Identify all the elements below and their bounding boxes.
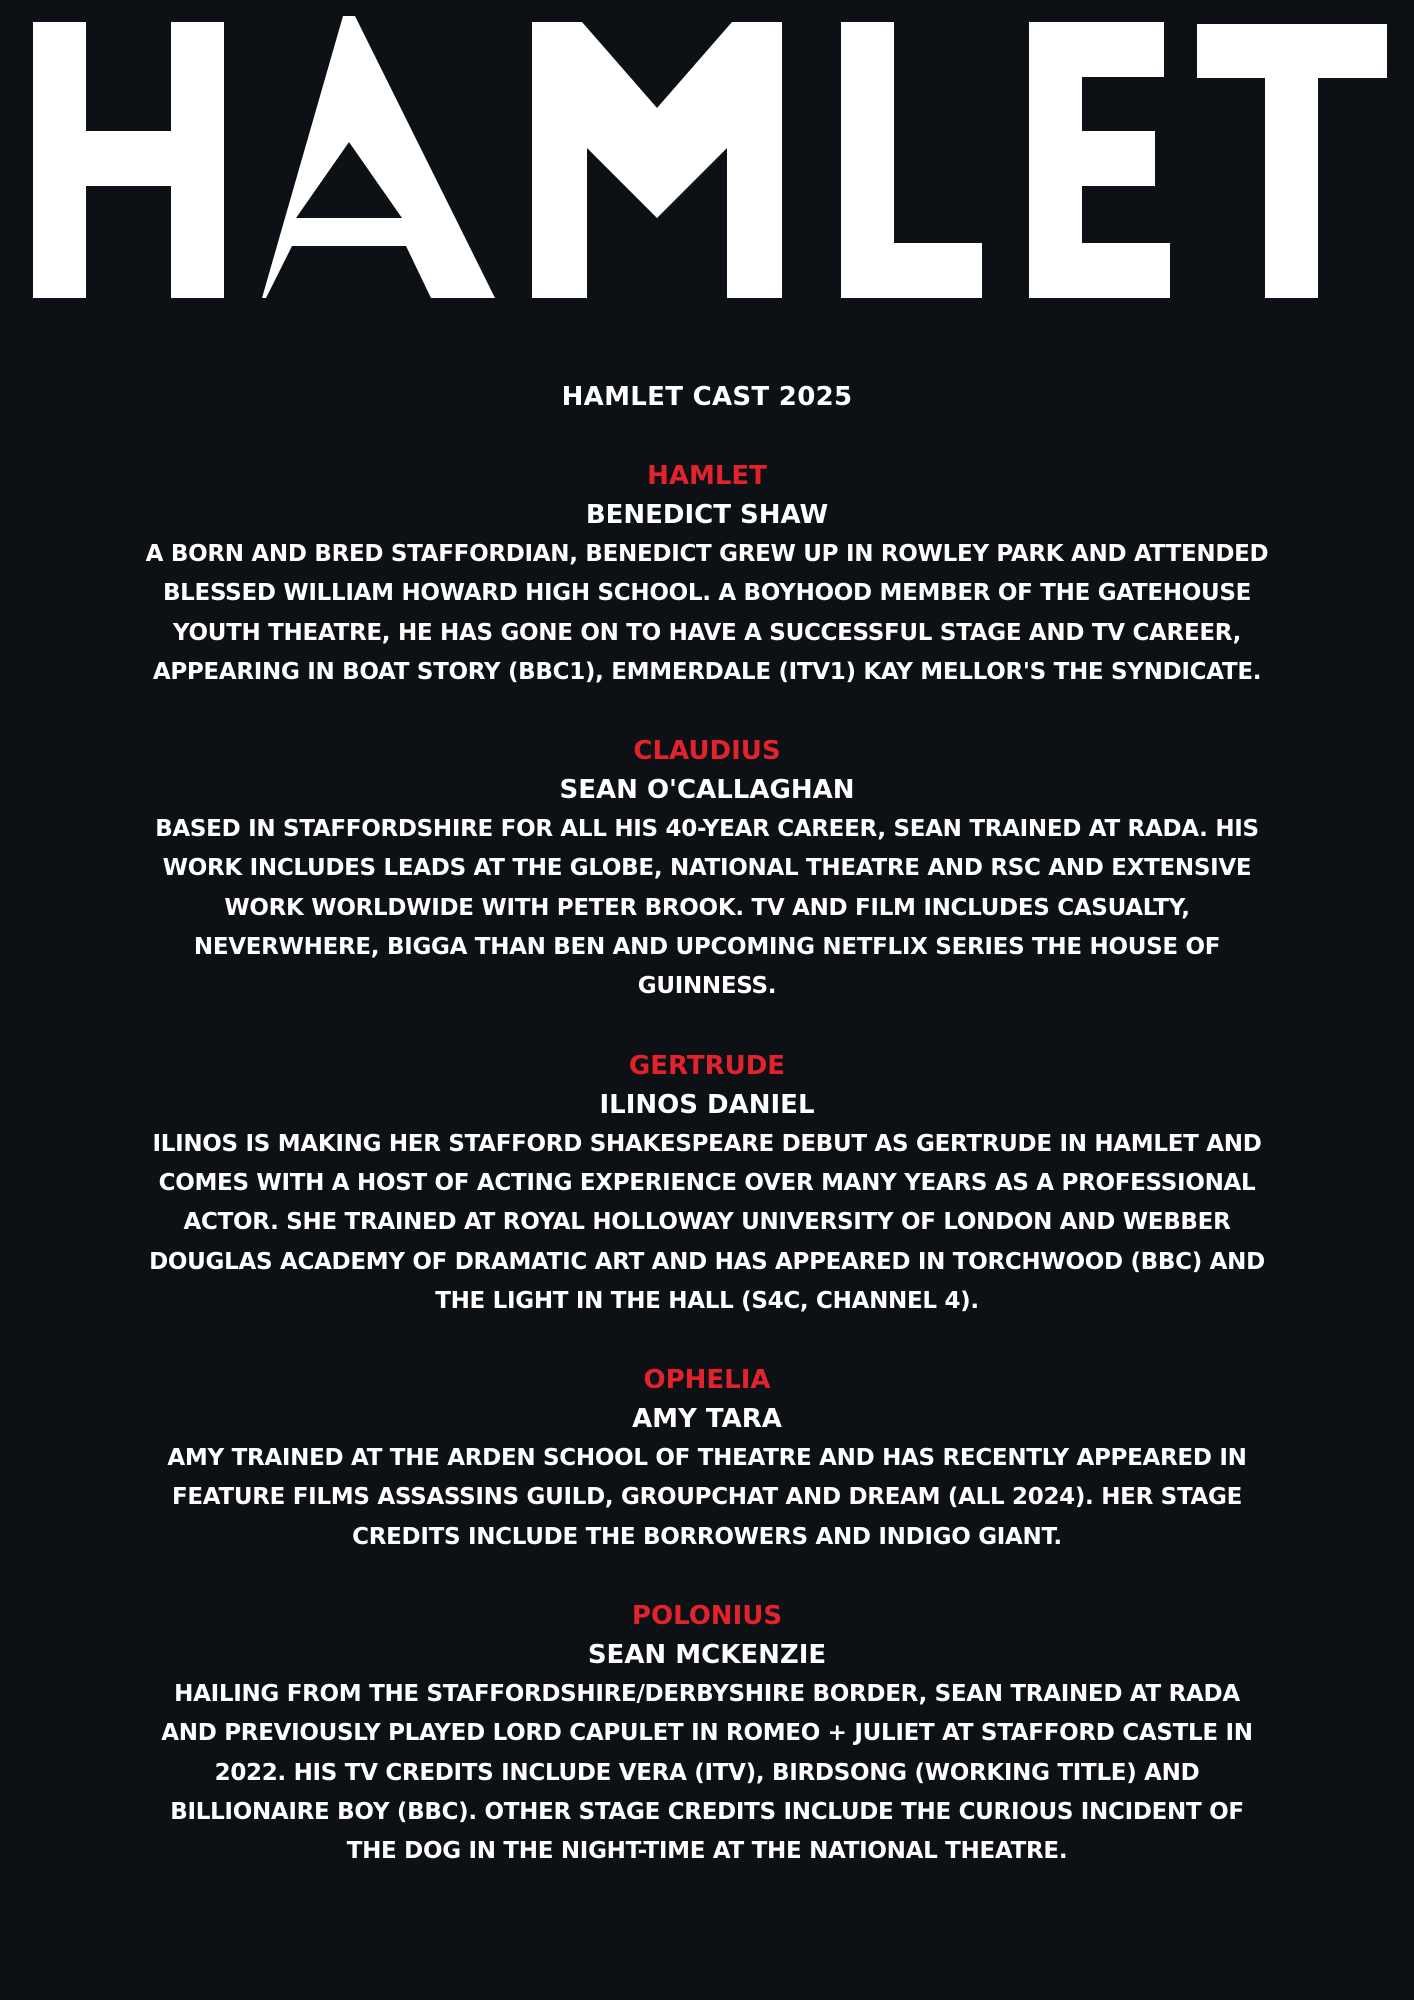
- role-name: OPHELIA: [643, 1365, 771, 1396]
- role-block-polonius: [137, 1597, 1277, 1871]
- actor-bio: ILINOS IS MAKING HER STAFFORD SHAKESPEARE DEBUT AS GERTRUDE IN HAMLET AND COMES WITH A HOST OF ACTING EXPERIENCE OVER MANY YEARS AS A PROFESSIONAL ACTOR. SHE TRAINED AT ROYAL HOLLOWAY UNIVERSITY OF LONDON AND WEBBER DOUGLAS ACADEMY OF DRAMATIC ART AND HAS APPEARED IN TORCHWOOD (BBC) AND THE LIGHT IN THE HALL (S4C, CHANNEL 4).: [149, 1130, 1265, 1314]
- role-name: POLONIUS: [631, 1601, 783, 1632]
- role-block-claudius: [137, 732, 1277, 1006]
- actor-name: AMY TARA: [632, 1404, 782, 1435]
- actor-name: BENEDICT SHAW: [585, 500, 829, 530]
- actor-name: ILINOS DANIEL: [599, 1089, 815, 1120]
- hamlet-wordmark: [0, 0, 1414, 330]
- cast-heading: HAMLET CAST 2025: [561, 382, 853, 412]
- role-block-ophelia: [137, 1361, 1277, 1557]
- actor-bio: A BORN AND BRED STAFFORDIAN, BENEDICT GREW UP IN ROWLEY PARK AND ATTENDED BLESSED WILLIAM HOWARD HIGH SCHOOL. A BOYHOOD MEMBER OF THE GATEHOUSE YOUTH THEATRE, HE HAS GONE ON TO HAVE A SUCCESSFUL STAGE AND TV CAREER, APPEARING IN BOAT STORY (BBC1), EMMERDALE (ITV1) KAY MELLOR'S THE SYNDICATE.: [145, 541, 1269, 685]
- actor-bio: BASED IN STAFFORDSHIRE FOR ALL HIS 40-YEAR CAREER, SEAN TRAINED AT RADA. HIS WORK INCLUDES LEADS AT THE GLOBE, NATIONAL THEATRE AND RSC AND EXTENSIVE WORK WORLDWIDE WITH PETER BROOK. TV AND FILM INCLUDES CASUALTY, NEVERWHERE, BIGGA THAN BEN AND UPCOMING NETFLIX SERIES THE HOUSE OF GUINNESS.: [155, 816, 1259, 1000]
- cast-section: [0, 378, 1414, 1912]
- actor-name: SEAN MCKENZIE: [587, 1640, 827, 1671]
- actor-name: SEAN O'CALLAGHAN: [559, 775, 855, 806]
- role-block-gertrude: [137, 1047, 1277, 1321]
- role-name: HAMLET: [647, 461, 767, 491]
- role-name: CLAUDIUS: [633, 736, 781, 767]
- actor-bio: AMY TRAINED AT THE ARDEN SCHOOL OF THEATRE AND HAS RECENTLY APPEARED IN FEATURE FILMS ASSASSINS GUILD, GROUPCHAT AND DREAM (ALL 2024). HER STAGE CREDITS INCLUDE THE BORROWERS AND INDIGO GIANT.: [167, 1445, 1247, 1550]
- actor-bio: HAILING FROM THE STAFFORDSHIRE/DERBYSHIRE BORDER, SEAN TRAINED AT RADA AND PREVIOUSLY PLAYED LORD CAPULET IN ROMEO + JULIET AT STAFFORD CASTLE IN 2022. HIS TV CREDITS INCLUDE VERA (ITV), BIRDSONG (WORKING TITLE) AND BILLIONAIRE BOY (BBC). OTHER STAGE CREDITS INCLUDE THE CURIOUS INCIDENT OF THE DOG IN THE NIGHT-TIME AT THE NATIONAL THEATRE.: [161, 1681, 1253, 1865]
- hamlet-banner: [0, 0, 1414, 330]
- role-name: GERTRUDE: [628, 1050, 786, 1081]
- banner-title-text: HAMLET: [0, 0, 5, 1]
- role-block-hamlet: [137, 457, 1277, 692]
